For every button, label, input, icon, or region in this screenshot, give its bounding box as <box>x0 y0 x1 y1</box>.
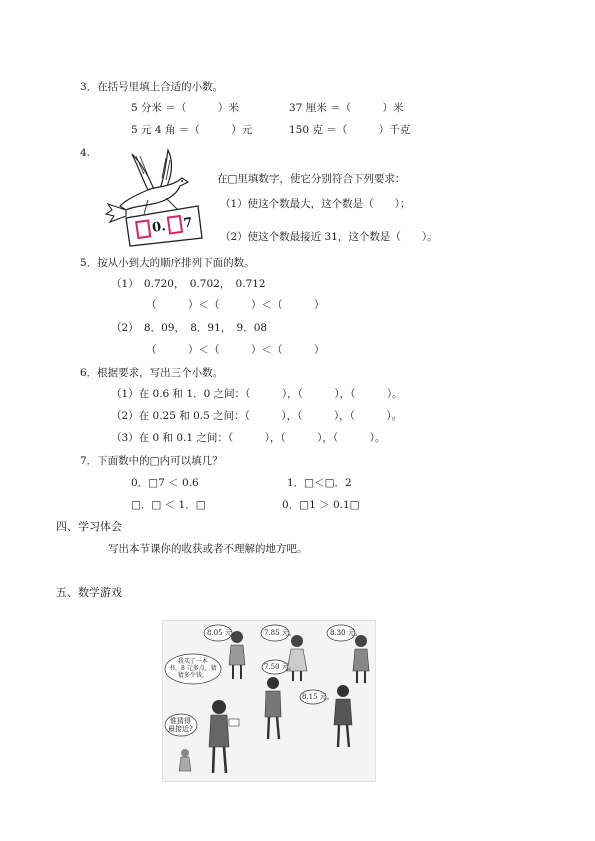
dove-with-card-illustration <box>104 148 206 248</box>
math-game-illustration <box>162 620 376 782</box>
q5-set1: （1） 0.720， 0.702， 0.712 <box>111 278 266 290</box>
card-digit: 7 <box>182 214 194 231</box>
q3-row1-right: 37 厘米 ＝（ ）米 <box>289 102 404 114</box>
q6-item2: （2）在 0.25 和 0.5 之间：（ ），（ ），（ ）。 <box>111 410 403 422</box>
q6-item3: （3）在 0 和 0.1 之间：（ ），（ ），（ ）。 <box>111 432 386 444</box>
q7-c: □．□ ＜ 1．□ <box>131 499 206 511</box>
children-guessing-icon <box>163 621 375 781</box>
q3-row2-right: 150 克 ＝（ ）千克 <box>289 124 411 136</box>
q5-order1: （ ）＜（ ）＜（ ） <box>146 299 325 311</box>
bubble-book-question: 我买了一本 书，8 元多点，猜 猜多少钱。 <box>169 658 217 679</box>
section4-prompt: 写出本节课你的收获或者不理解的地方吧。 <box>108 543 308 555</box>
card-right-box <box>166 215 182 235</box>
q4-instruction: 在□里填数字，使它分别符合下列要求： <box>217 173 406 185</box>
q5-title: 5．按从小到大的顺序排列下面的数。 <box>80 257 255 269</box>
section5-heading: 五、数学游戏 <box>56 586 122 599</box>
q7-b: 1．□＜□．2 <box>287 477 352 489</box>
q6-title: 6．根据要求，写出三个小数。 <box>80 367 224 379</box>
q7-a: 0．□7 ＜ 0.6 <box>131 477 199 489</box>
bubble-785: 7.85 元。 <box>264 629 296 637</box>
q3-row1-left: 5 分米 ＝（ ）米 <box>131 102 239 114</box>
q3-row2-left: 5 元 4 角 ＝（ ）元 <box>131 124 253 136</box>
bubble-805: 8.05 元。 <box>207 629 239 637</box>
bubble-750: 7.50 元。 <box>264 663 296 671</box>
bubble-830: 8.30 元。 <box>330 629 362 637</box>
q3-title: 3．在括号里填上合适的小数。 <box>80 81 224 93</box>
q4-item1: （1）使这个数最大，这个数是（ ）； <box>220 198 411 210</box>
card-left-box <box>135 219 151 239</box>
q5-order2: （ ）＜（ ）＜（ ） <box>146 344 325 356</box>
bubble-815: 8.15 元。 <box>302 693 334 701</box>
q5-set2: （2） 8．09， 8．91， 9．08 <box>111 322 268 334</box>
card-decimal-point-text: 0. <box>151 218 167 236</box>
q7-title: 7．下面数中的□内可以填几？ <box>80 455 223 467</box>
q7-d: 0．□1 ＞ 0.1□ <box>282 499 360 511</box>
q4-item2: （2）使这个数最接近 31，这个数是（ ）。 <box>220 231 438 243</box>
q4-number: 4. <box>80 147 91 159</box>
bubble-who-closest: 谁猜得 最接近? <box>168 717 193 733</box>
section4-heading: 四、学习体会 <box>56 520 122 533</box>
q6-item1: （1）在 0.6 和 1．0 之间：（ ），（ ），（ ）。 <box>111 388 403 400</box>
